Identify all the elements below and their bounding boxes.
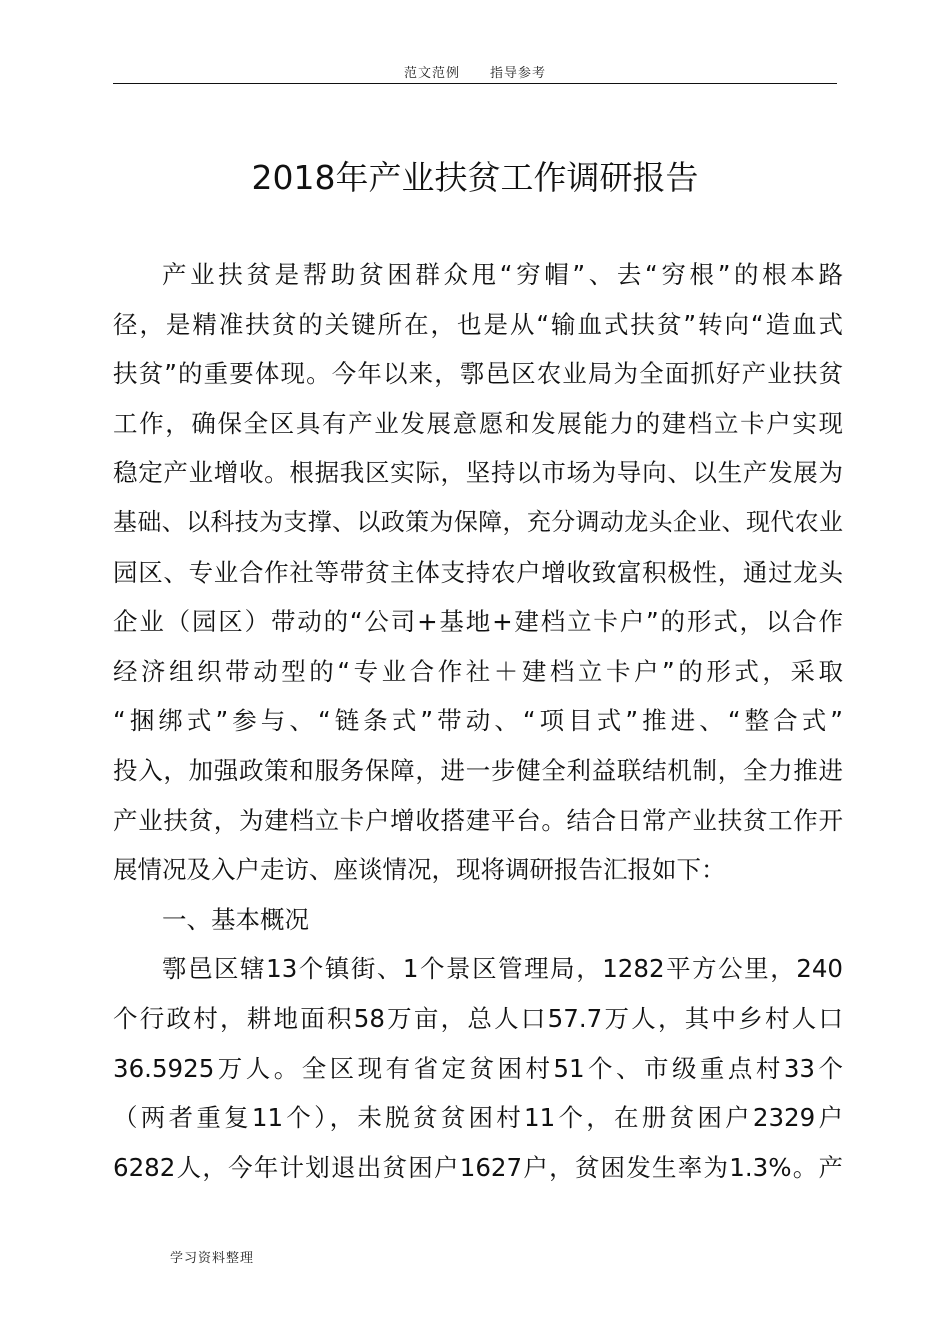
document-title: 2018年产业扶贫工作调研报告: [251, 158, 699, 197]
page-footer: 学习资料整理: [170, 1251, 255, 1266]
paragraph-line: （两者重复11个），未脱贫贫困村11个，在册贫困户2329户: [113, 1103, 843, 1133]
paragraph-line: 36.5925万人。全区现有省定贫困村51个、市级重点村33个: [113, 1053, 843, 1083]
header-left-text: 范文范例: [403, 66, 460, 81]
paragraph-line: 产业扶贫，为建档立卡户增收搭建平台。结合日常产业扶贫工作开: [113, 805, 843, 835]
paragraph-line: 企业（园区）带动的“公司+基地+建档立卡户”的形式，以合作: [113, 607, 843, 637]
paragraph-line: 产业扶贫是帮助贫困群众甩“穷帽”、去“穷根”的根本路: [162, 260, 843, 289]
paragraph-line: 径，是精准扶贫的关键所在，也是从“输血式扶贫”转向“造血式: [113, 309, 843, 339]
paragraph-line: 展情况及入户走访、座谈情况，现将调研报告汇报如下：: [113, 855, 726, 885]
page-header: [113, 62, 837, 81]
paragraph-line: 园区、专业合作社等带贫主体支持农户增收致富积极性，通过龙头: [113, 557, 843, 587]
header-rule: [113, 83, 837, 84]
paragraph-line: 基础、以科技为支撑、以政策为保障，充分调动龙头企业、现代农业: [113, 507, 843, 536]
document-body: [113, 250, 843, 1192]
paragraph-line: 6282人，今年计划退出贫困户1627户，贫困发生率为1.3%。产: [113, 1152, 843, 1182]
paragraph-line: 投入，加强政策和服务保障，进一步健全利益联结机制，全力推进: [113, 755, 843, 785]
section-heading: 一、基本概况: [162, 904, 309, 934]
paragraph-line: 稳定产业增收。根据我区实际，坚持以市场为导向、以生产发展为: [113, 458, 843, 488]
paragraph-line: 鄠邑区辖13个镇街、1个景区管理局，1282平方公里，240: [162, 954, 843, 984]
paragraph-line: 工作，确保全区具有产业发展意愿和发展能力的建档立卡户实现: [113, 408, 843, 438]
paragraph-line: “捆绑式”参与、“链条式”带动、“项目式”推进、“整合式”: [113, 706, 843, 736]
paragraph-line: 经济组织带动型的“专业合作社＋建档立卡户”的形式，采取: [113, 656, 843, 686]
paragraph-line: 扶贫”的重要体现。今年以来，鄠邑区农业局为全面抓好产业扶贫: [113, 359, 843, 389]
header-right-text: 指导参考: [490, 66, 547, 81]
paragraph-line: 个行政村，耕地面积58万亩，总人口57.7万人，其中乡村人口: [113, 1003, 843, 1033]
